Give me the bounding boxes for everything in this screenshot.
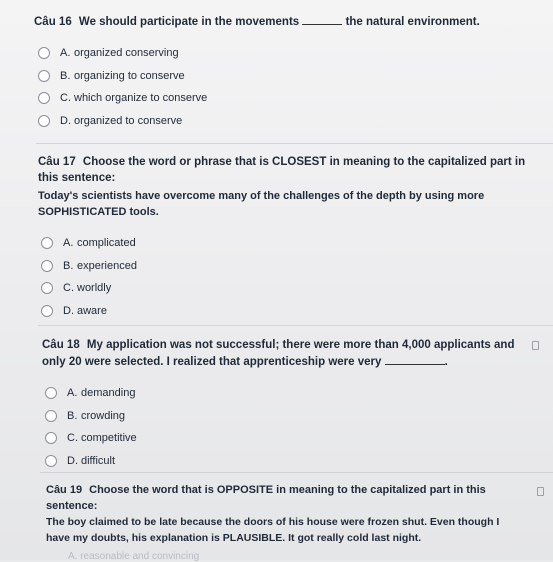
question-17-sentence-line2: SOPHISTICATED tools. — [38, 206, 159, 218]
question-19-prompt: Câu 19 Choose the word that is OPPOSITE in meaning to the capitalized part in this — [46, 484, 486, 496]
question-16-label: Câu 16 — [34, 16, 72, 28]
radio-button[interactable] — [41, 237, 53, 249]
radio-button[interactable] — [41, 282, 53, 294]
radio-button[interactable] — [38, 92, 50, 104]
radio-button[interactable] — [38, 47, 50, 59]
question-17 — [0, 154, 553, 322]
flag-icon[interactable] — [537, 487, 544, 496]
question-18-line2: only 20 were selected. I realized that apprenticeship were very . — [0, 353, 553, 370]
divider — [36, 143, 553, 144]
question-19-sentence-line1: The boy claimed to be late because the doors of his house were frozen shut. Even though I — [46, 516, 500, 528]
question-17-prompt-line2: this sentence: — [38, 172, 116, 184]
question-16-text-after: the natural environment. — [345, 16, 480, 28]
question-18-line1: Câu 18 My application was not successful; there were more than 4,000 applicants and — [42, 339, 515, 351]
radio-button[interactable] — [41, 260, 53, 272]
question-19 — [0, 482, 553, 562]
question-16-text-before: We should participate in the movements — [78, 16, 300, 28]
radio-button[interactable] — [38, 115, 50, 127]
radio-button[interactable] — [45, 410, 57, 422]
flag-icon[interactable] — [532, 341, 539, 350]
question-18-options — [0, 382, 553, 472]
question-16-stem — [0, 13, 553, 30]
question-16-options — [0, 42, 553, 132]
question-18-option-d[interactable]: D. difficult — [45, 450, 553, 473]
question-18-option-c[interactable]: C. competitive — [45, 427, 553, 450]
divider — [38, 325, 553, 326]
question-18-label: Câu 18 — [42, 339, 80, 351]
divider — [40, 472, 553, 473]
question-17-option-d[interactable]: D. aware — [41, 300, 553, 323]
question-16-option-b[interactable]: B. organizing to conserve — [38, 65, 553, 88]
question-19-label: Câu 19 — [46, 484, 83, 496]
question-17-option-a[interactable]: A. complicated — [41, 232, 553, 255]
question-17-option-c[interactable]: C. worldly — [41, 277, 553, 300]
question-16-option-d[interactable]: D. organized to conserve — [38, 110, 553, 133]
question-19-prompt-line2: sentence: — [46, 500, 98, 512]
radio-button[interactable] — [41, 305, 53, 317]
question-17-label: Câu 17 — [38, 156, 76, 168]
radio-button[interactable] — [45, 387, 57, 399]
question-16-blank — [302, 13, 342, 25]
radio-button[interactable] — [45, 432, 57, 444]
radio-button[interactable] — [38, 70, 50, 82]
question-18 — [0, 337, 553, 472]
question-18-option-a[interactable]: A. demanding — [45, 382, 553, 405]
question-17-options — [0, 232, 553, 322]
question-18-blank — [385, 353, 445, 365]
question-19-option-a-partial[interactable]: A. reasonable and convincing — [68, 551, 200, 562]
question-17-option-b[interactable]: B. experienced — [41, 255, 553, 278]
question-19-sentence-line2: have my doubts, his explanation is PLAUSIBLE. It got really cold last night. — [46, 532, 422, 544]
radio-button[interactable] — [45, 455, 57, 467]
question-16 — [0, 13, 553, 132]
question-16-option-a[interactable]: A. organized conserving — [38, 42, 553, 65]
question-17-sentence-line1: Today's scientists have overcome many of the challenges of the depth by using more — [38, 190, 485, 202]
question-16-option-c[interactable]: C. which organize to conserve — [38, 87, 553, 110]
question-17-prompt: Câu 17 Choose the word or phrase that is CLOSEST in meaning to the capitalized part in — [38, 156, 526, 168]
question-18-option-b[interactable]: B. crowding — [45, 405, 553, 428]
